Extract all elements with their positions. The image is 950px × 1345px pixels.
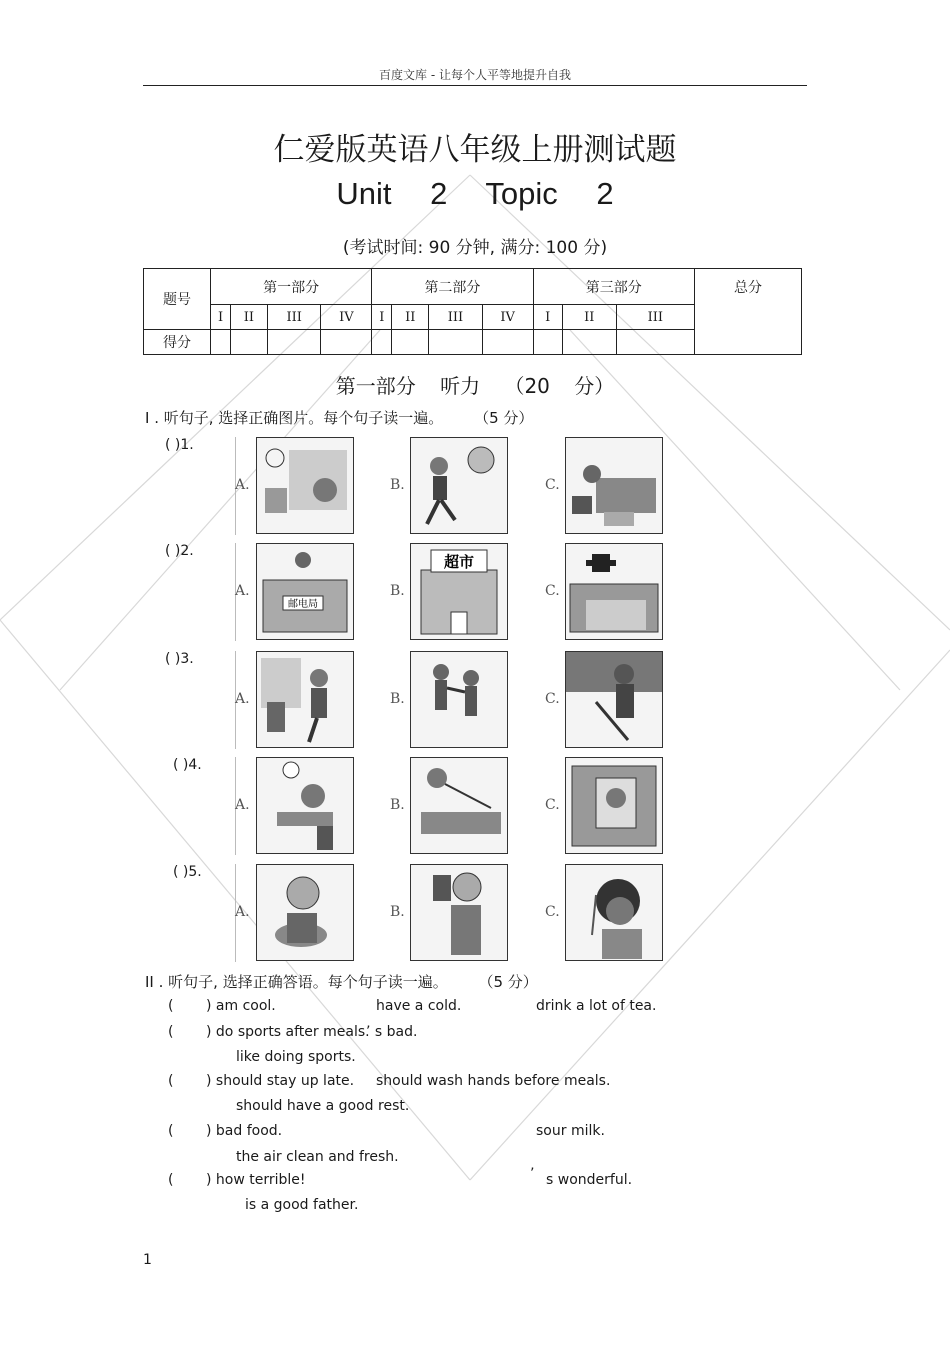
option-letter: A. xyxy=(235,583,250,599)
option-letter: B. xyxy=(390,904,405,920)
option-letter: C. xyxy=(545,904,560,920)
answer-option-a: like doing sports. xyxy=(236,1049,356,1065)
score-cell[interactable] xyxy=(482,330,533,355)
answer-option-a: ) bad food. xyxy=(206,1123,283,1139)
answer-option-c: sour milk. xyxy=(536,1123,605,1139)
person-on-sofa-with-tv-icon[interactable] xyxy=(256,437,354,534)
answer-option-c: s wonderful. xyxy=(546,1172,633,1188)
answer-option-a: is a good father. xyxy=(245,1197,359,1213)
score-cell[interactable] xyxy=(267,330,321,355)
man-at-mailbox-icon[interactable] xyxy=(256,651,354,748)
option-letter: B. xyxy=(390,583,405,599)
page-title: 仁爱版英语八年级上册测试题 xyxy=(273,132,677,168)
boy-cleaning-floor-icon[interactable] xyxy=(565,651,663,748)
answer-option-b: should wash hands before meals. xyxy=(376,1073,611,1089)
score-col: I xyxy=(533,305,562,330)
score-cell[interactable] xyxy=(429,330,483,355)
header-text: 百度文库 - 让每个人平等地提升自我 xyxy=(379,68,571,82)
two-kids-fighting-icon[interactable] xyxy=(410,651,508,748)
score-col: II xyxy=(231,305,268,330)
answer-paren[interactable]: ( xyxy=(168,1073,174,1089)
answer-paren[interactable]: ( xyxy=(168,1024,174,1040)
part2-header: 第二部分 xyxy=(372,269,533,305)
page-number: 1 xyxy=(143,1252,152,1268)
part1-instruction xyxy=(145,407,533,428)
answer-paren[interactable]: ( xyxy=(168,1123,174,1139)
option-letter: A. xyxy=(235,691,250,707)
question-label: ( )2. xyxy=(165,543,194,559)
option-letter: C. xyxy=(545,691,560,707)
answer-option-a: ) how terrible! xyxy=(206,1172,306,1188)
answer-option-a: ) should stay up late. xyxy=(206,1073,355,1089)
part2-points: （5 分） xyxy=(478,973,538,991)
part2-instruction xyxy=(145,971,538,992)
boy-drinking-icon[interactable] xyxy=(410,864,508,961)
answer-option-b: have a cold. xyxy=(376,998,462,1014)
score-cell[interactable] xyxy=(321,330,372,355)
part1-header: 第一部分 xyxy=(211,269,372,305)
question-label: ( )1. xyxy=(165,437,194,453)
section-title: 第一部分 听力 （20 分） xyxy=(335,374,615,398)
option-letter: A. xyxy=(235,797,250,813)
part3-header: 第三部分 xyxy=(533,269,694,305)
running-boy-with-sun-icon[interactable] xyxy=(410,437,508,534)
answer-option-a: ) am cool. xyxy=(206,998,276,1014)
score-col: III xyxy=(616,305,694,330)
header-rule xyxy=(143,85,807,86)
answer-paren[interactable]: ( xyxy=(168,1172,174,1188)
man-smoking-icon[interactable] xyxy=(565,864,663,961)
option-letter: B. xyxy=(390,477,405,493)
score-cell[interactable] xyxy=(231,330,268,355)
person-in-bed-icon[interactable] xyxy=(565,437,663,534)
page-subtitle: Unit 2 Topic 2 xyxy=(336,176,614,211)
score-col: IV xyxy=(482,305,533,330)
option-letter: B. xyxy=(390,797,405,813)
option-letter: A. xyxy=(235,477,250,493)
option-letter: C. xyxy=(545,797,560,813)
row-label-number: 题号 xyxy=(144,269,211,330)
question-label: ( )3. xyxy=(165,651,194,667)
option-letter: A. xyxy=(235,904,250,920)
answer-option-b: ’ s bad. xyxy=(366,1024,418,1040)
score-col: I xyxy=(211,305,231,330)
score-col: IV xyxy=(321,305,372,330)
score-col: I xyxy=(372,305,392,330)
person-reading-under-lamp-icon[interactable] xyxy=(256,757,354,854)
score-cell[interactable] xyxy=(616,330,694,355)
score-col: II xyxy=(562,305,616,330)
hospital-building-icon[interactable] xyxy=(565,543,663,640)
score-cell[interactable] xyxy=(211,330,231,355)
row-label-score: 得分 xyxy=(144,330,211,355)
question-label: ( )4. xyxy=(173,757,202,773)
answer-option-a: should have a good rest. xyxy=(236,1098,410,1114)
person-at-window-icon[interactable] xyxy=(565,757,663,854)
answer-option-c: drink a lot of tea. xyxy=(536,998,657,1014)
part1-instruction-text: I . 听句子, 选择正确图片。每个句子读一遍。 xyxy=(145,409,444,427)
exam-info: (考试时间: 90 分钟, 满分: 100 分) xyxy=(342,238,608,258)
score-cell[interactable] xyxy=(392,330,429,355)
answer-option-a: ) do sports after meals. xyxy=(206,1024,370,1040)
score-cell[interactable] xyxy=(533,330,562,355)
answer-option-a: the air clean and fresh. xyxy=(236,1149,399,1165)
total-header: 总分 xyxy=(695,269,802,355)
option-letter: C. xyxy=(545,477,560,493)
question-label: ( )5. xyxy=(173,864,202,880)
supermarket-building-icon[interactable] xyxy=(410,543,508,640)
answer-paren[interactable]: ( xyxy=(168,998,174,1014)
score-table xyxy=(143,268,802,355)
svg-text:邮电局: 邮电局 xyxy=(288,599,318,610)
score-cell[interactable] xyxy=(372,330,392,355)
boy-eating-bowl-icon[interactable] xyxy=(256,864,354,961)
score-col: II xyxy=(392,305,429,330)
option-letter: B. xyxy=(390,691,405,707)
score-cell[interactable] xyxy=(562,330,616,355)
answer-option-b: ’ xyxy=(530,1166,535,1182)
post-office-building-icon[interactable] xyxy=(256,543,354,640)
part2-instruction-text: II . 听句子, 选择正确答语。每个句子读一遍。 xyxy=(145,973,448,991)
score-col: III xyxy=(267,305,321,330)
person-lying-in-sun-icon[interactable] xyxy=(410,757,508,854)
svg-text:超市: 超市 xyxy=(443,553,475,571)
score-col: III xyxy=(429,305,483,330)
part1-points: （5 分） xyxy=(474,409,534,427)
option-letter: C. xyxy=(545,583,560,599)
